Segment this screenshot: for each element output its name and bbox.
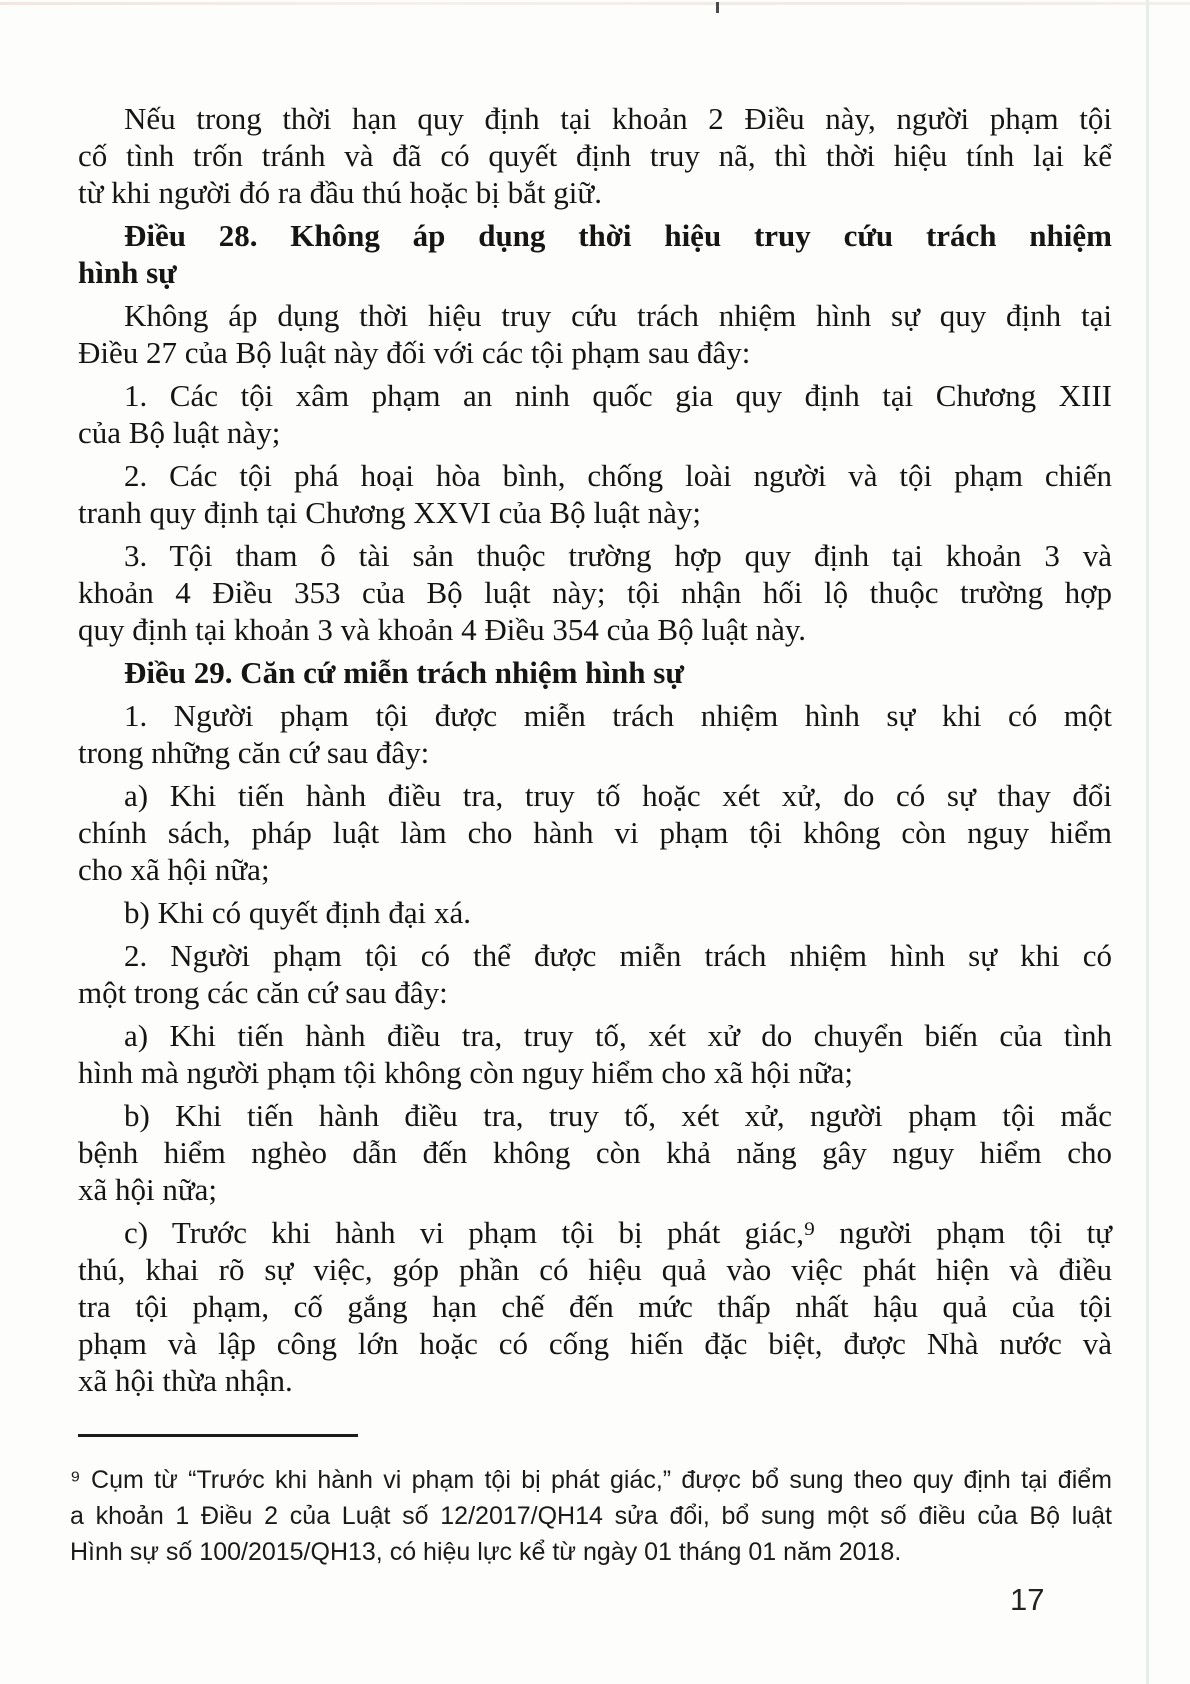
text-line: 2. Người phạm tội có thể được miễn trách nhiệm hình sự khi có: [124, 938, 1112, 973]
text-line: cố tình trốn tránh và đã có quyết định truy nã, thì thời hiệu tính lại kể: [78, 138, 1112, 173]
text-line: Điều 29. Căn cứ miễn trách nhiệm hình sự: [124, 655, 684, 690]
text-line: Không áp dụng thời hiệu truy cứu trách nhiệm hình sự quy định tại: [124, 298, 1112, 333]
text-line: thú, khai rõ sự việc, góp phần có hiệu quả vào việc phát hiện và điều: [78, 1252, 1112, 1287]
text-line: quy định tại khoản 3 và khoản 4 Điều 354 của Bộ luật này.: [78, 612, 807, 647]
paragraph: [78, 1017, 1112, 1091]
footnote-line: ⁹ Cụm từ “Trước khi hành vi phạm tội bị phát giác,” được bổ sung theo quy định tại điểm: [70, 1466, 1112, 1494]
text-line: Nếu trong thời hạn quy định tại khoản 2 Điều này, người phạm tội: [124, 101, 1112, 136]
text-line: phạm và lập công lớn hoặc có cống hiến đặc biệt, được Nhà nước và: [78, 1326, 1112, 1361]
text-line: 2. Các tội phá hoại hòa bình, chống loài người và tội phạm chiến: [124, 458, 1112, 493]
text-line: 3. Tội tham ô tài sản thuộc trường hợp quy định tại khoản 3 và: [124, 538, 1112, 573]
paragraph: [78, 777, 1112, 888]
paragraph: [78, 937, 1112, 1011]
paragraph: [78, 1214, 1112, 1399]
text-line: xã hội nữa;: [78, 1172, 218, 1207]
paragraph: [78, 457, 1112, 531]
paragraph: [78, 377, 1112, 451]
text-line: của Bộ luật này;: [78, 415, 281, 450]
footnote-line: Hình sự số 100/2015/QH13, có hiệu lực kể từ ngày 01 tháng 01 năm 2018.: [70, 1538, 902, 1566]
text-line: hình mà người phạm tội không còn nguy hiểm cho xã hội nữa;: [78, 1055, 853, 1090]
footnote-line: a khoản 1 Điều 2 của Luật số 12/2017/QH14 sửa đổi, bổ sung một số điều của Bộ luật: [70, 1502, 1112, 1530]
footnote-separator: [78, 1434, 358, 1437]
page-number: 17: [1010, 1582, 1045, 1617]
scan-artifact-page-edge: [1146, 0, 1149, 1684]
paragraph: [78, 894, 1112, 931]
text-line: một trong các căn cứ sau đây:: [78, 975, 448, 1010]
paragraph: [78, 1097, 1112, 1208]
article-heading: [78, 654, 1112, 691]
text-line: trong những căn cứ sau đây:: [78, 735, 430, 770]
text-line: tra tội phạm, cố gắng hạn chế đến mức thấp nhất hậu quả của tội: [78, 1289, 1112, 1324]
page-content: [78, 100, 1112, 1405]
text-line: chính sách, pháp luật làm cho hành vi phạm tội không còn nguy hiểm: [78, 815, 1112, 850]
paragraph: [78, 100, 1112, 211]
text-line: khoản 4 Điều 353 của Bộ luật này; tội nhận hối lộ thuộc trường hợp: [78, 575, 1112, 610]
text-line: tranh quy định tại Chương XXVI của Bộ luật này;: [78, 495, 701, 530]
text-line: Điều 27 của Bộ luật này đối với các tội phạm sau đây:: [78, 335, 751, 370]
text-line: Điều 28. Không áp dụng thời hiệu truy cứu trách nhiệm: [124, 218, 1112, 253]
paragraph: [78, 697, 1112, 771]
text-line: từ khi người đó ra đầu thú hoặc bị bắt giữ.: [78, 175, 602, 210]
text-line: c) Trước khi hành vi phạm tội bị phát giác,⁹ người phạm tội tự: [124, 1215, 1112, 1250]
footnote: [70, 1462, 1112, 1570]
article-heading: [78, 217, 1112, 291]
scan-artifact-top-edge: [0, 2, 1190, 5]
paragraph: [78, 297, 1112, 371]
scan-artifact-tick: [716, 2, 719, 13]
text-line: a) Khi tiến hành điều tra, truy tố hoặc xét xử, do có sự thay đổi: [124, 778, 1112, 813]
text-line: xã hội thừa nhận.: [78, 1363, 293, 1398]
text-line: cho xã hội nữa;: [78, 852, 270, 887]
text-line: 1. Người phạm tội được miễn trách nhiệm hình sự khi có một: [124, 698, 1112, 733]
text-line: bệnh hiểm nghèo dẫn đến không còn khả năng gây nguy hiểm cho: [78, 1135, 1112, 1170]
text-line: a) Khi tiến hành điều tra, truy tố, xét xử do chuyển biến của tình: [124, 1018, 1112, 1053]
paragraph: [78, 537, 1112, 648]
text-line: hình sự: [78, 255, 177, 290]
text-line: b) Khi tiến hành điều tra, truy tố, xét xử, người phạm tội mắc: [124, 1098, 1112, 1133]
text-line: 1. Các tội xâm phạm an ninh quốc gia quy định tại Chương XIII: [124, 378, 1112, 413]
text-line: b) Khi có quyết định đại xá.: [124, 895, 471, 930]
